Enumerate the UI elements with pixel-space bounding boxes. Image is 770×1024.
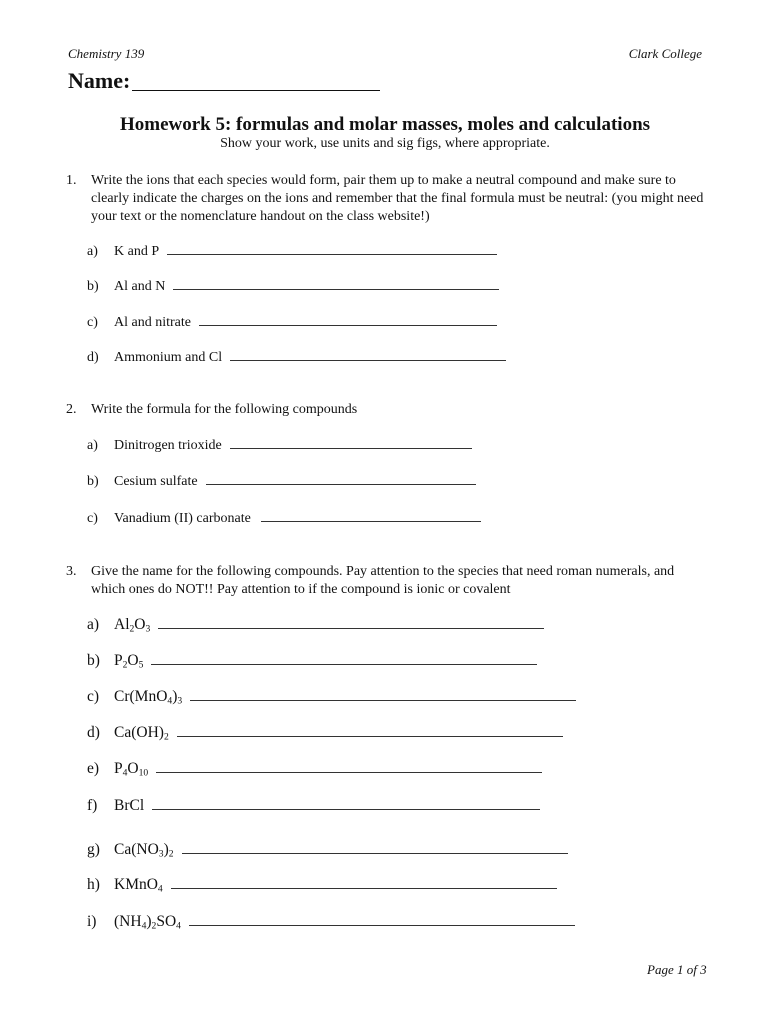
course-header: Chemistry 139	[68, 46, 145, 61]
question-number: 1.	[66, 173, 77, 188]
item-label: i)	[87, 913, 97, 930]
item-text: Al and nitrate	[114, 315, 191, 330]
answer-blank[interactable]	[190, 688, 576, 701]
question-3-item	[87, 913, 575, 931]
answer-blank[interactable]	[182, 841, 568, 854]
question-2-item	[87, 472, 476, 490]
question-3-item	[87, 797, 540, 815]
chemical-formula: $Ca(OH)_2$	[114, 724, 169, 743]
answer-blank[interactable]	[156, 760, 542, 773]
item-text: Cesium sulfate	[114, 474, 198, 489]
answer-blank[interactable]	[261, 509, 481, 522]
question-2	[66, 401, 706, 419]
item-label: d)	[87, 724, 100, 741]
item-label: g)	[87, 841, 100, 858]
question-3-item	[87, 724, 563, 742]
chemical-formula: $Al_2O_3$	[114, 616, 151, 635]
question-3-item	[87, 876, 557, 894]
page-number: Page 1 of 3	[647, 962, 707, 977]
item-label: h)	[87, 876, 100, 893]
chemical-formula: KMnO$_4$	[114, 876, 163, 895]
question-3-item	[87, 688, 576, 706]
answer-blank[interactable]	[151, 652, 537, 665]
item-text: Vanadium (II) carbonate	[114, 511, 251, 526]
item-label: a)	[87, 616, 100, 633]
item-text: Dinitrogen trioxide	[114, 438, 222, 453]
name-label: Name:	[68, 68, 131, 93]
chemical-formula: $P_4O_{10}$	[114, 760, 149, 779]
answer-blank[interactable]	[206, 472, 476, 485]
question-text: Write the formula for the following compounds	[91, 402, 358, 417]
question-3-item	[87, 616, 544, 634]
answer-blank[interactable]	[230, 348, 506, 361]
item-label: b)	[87, 652, 100, 669]
answer-blank[interactable]	[158, 616, 544, 629]
chemical-formula: $P_2O_5$	[114, 652, 144, 671]
question-3	[66, 563, 706, 599]
question-1-item	[87, 313, 497, 331]
page-title: Homework 5: formulas and molar masses, moles and calculations	[119, 114, 651, 135]
answer-blank[interactable]	[152, 797, 540, 810]
question-1-item	[87, 348, 506, 366]
question-text: Write the ions that each species would form, pair them up to make a neutral compound and make sure to clearly indicate the charges on the ions and remember that the final formula must be neutral: (you might need your text or the nomenclature handout on the class website!)	[91, 173, 704, 224]
item-label: b)	[87, 279, 99, 294]
school-header: Clark College	[628, 46, 702, 61]
question-1-item	[87, 277, 499, 295]
question-number: 2.	[66, 402, 77, 417]
item-label: f)	[87, 797, 98, 814]
answer-blank[interactable]	[189, 913, 575, 926]
question-1-item	[87, 242, 497, 260]
name-blank-line[interactable]	[132, 90, 380, 91]
item-label: c)	[87, 315, 98, 330]
answer-blank[interactable]	[177, 724, 563, 737]
item-text: Al and N	[114, 279, 166, 294]
item-label: b)	[87, 474, 99, 489]
item-label: c)	[87, 511, 98, 526]
question-2-item	[87, 436, 472, 454]
question-3-item	[87, 841, 568, 859]
item-label: a)	[87, 438, 98, 453]
item-text: K and P	[114, 244, 160, 259]
item-label: a)	[87, 244, 98, 259]
item-label: d)	[87, 350, 99, 365]
question-number: 3.	[66, 564, 77, 579]
question-2-item	[87, 509, 481, 527]
answer-blank[interactable]	[230, 436, 472, 449]
answer-blank[interactable]	[171, 876, 557, 889]
chemical-formula: $(NH_4)_2SO_4$	[114, 913, 181, 932]
chemical-formula: $Cr(MnO_4)_3$	[114, 688, 183, 707]
question-3-item	[87, 760, 542, 778]
answer-blank[interactable]	[199, 313, 497, 326]
question-1	[66, 172, 706, 226]
answer-blank[interactable]	[173, 277, 499, 290]
item-text: Ammonium and Cl	[114, 350, 223, 365]
item-label: c)	[87, 688, 100, 705]
answer-blank[interactable]	[167, 242, 497, 255]
question-text: Give the name for the following compounds. Pay attention to the species that need roman numerals, and which ones do NOT!! Pay attention to if the compound is ionic or covalent	[91, 564, 675, 597]
chemical-formula: $Ca(NO_3)_2$	[114, 841, 174, 860]
page-subtitle: Show your work, use units and sig figs, where appropriate.	[220, 136, 550, 151]
chemical-formula: BrCl	[114, 797, 145, 814]
question-3-item	[87, 652, 537, 670]
item-label: e)	[87, 760, 100, 777]
